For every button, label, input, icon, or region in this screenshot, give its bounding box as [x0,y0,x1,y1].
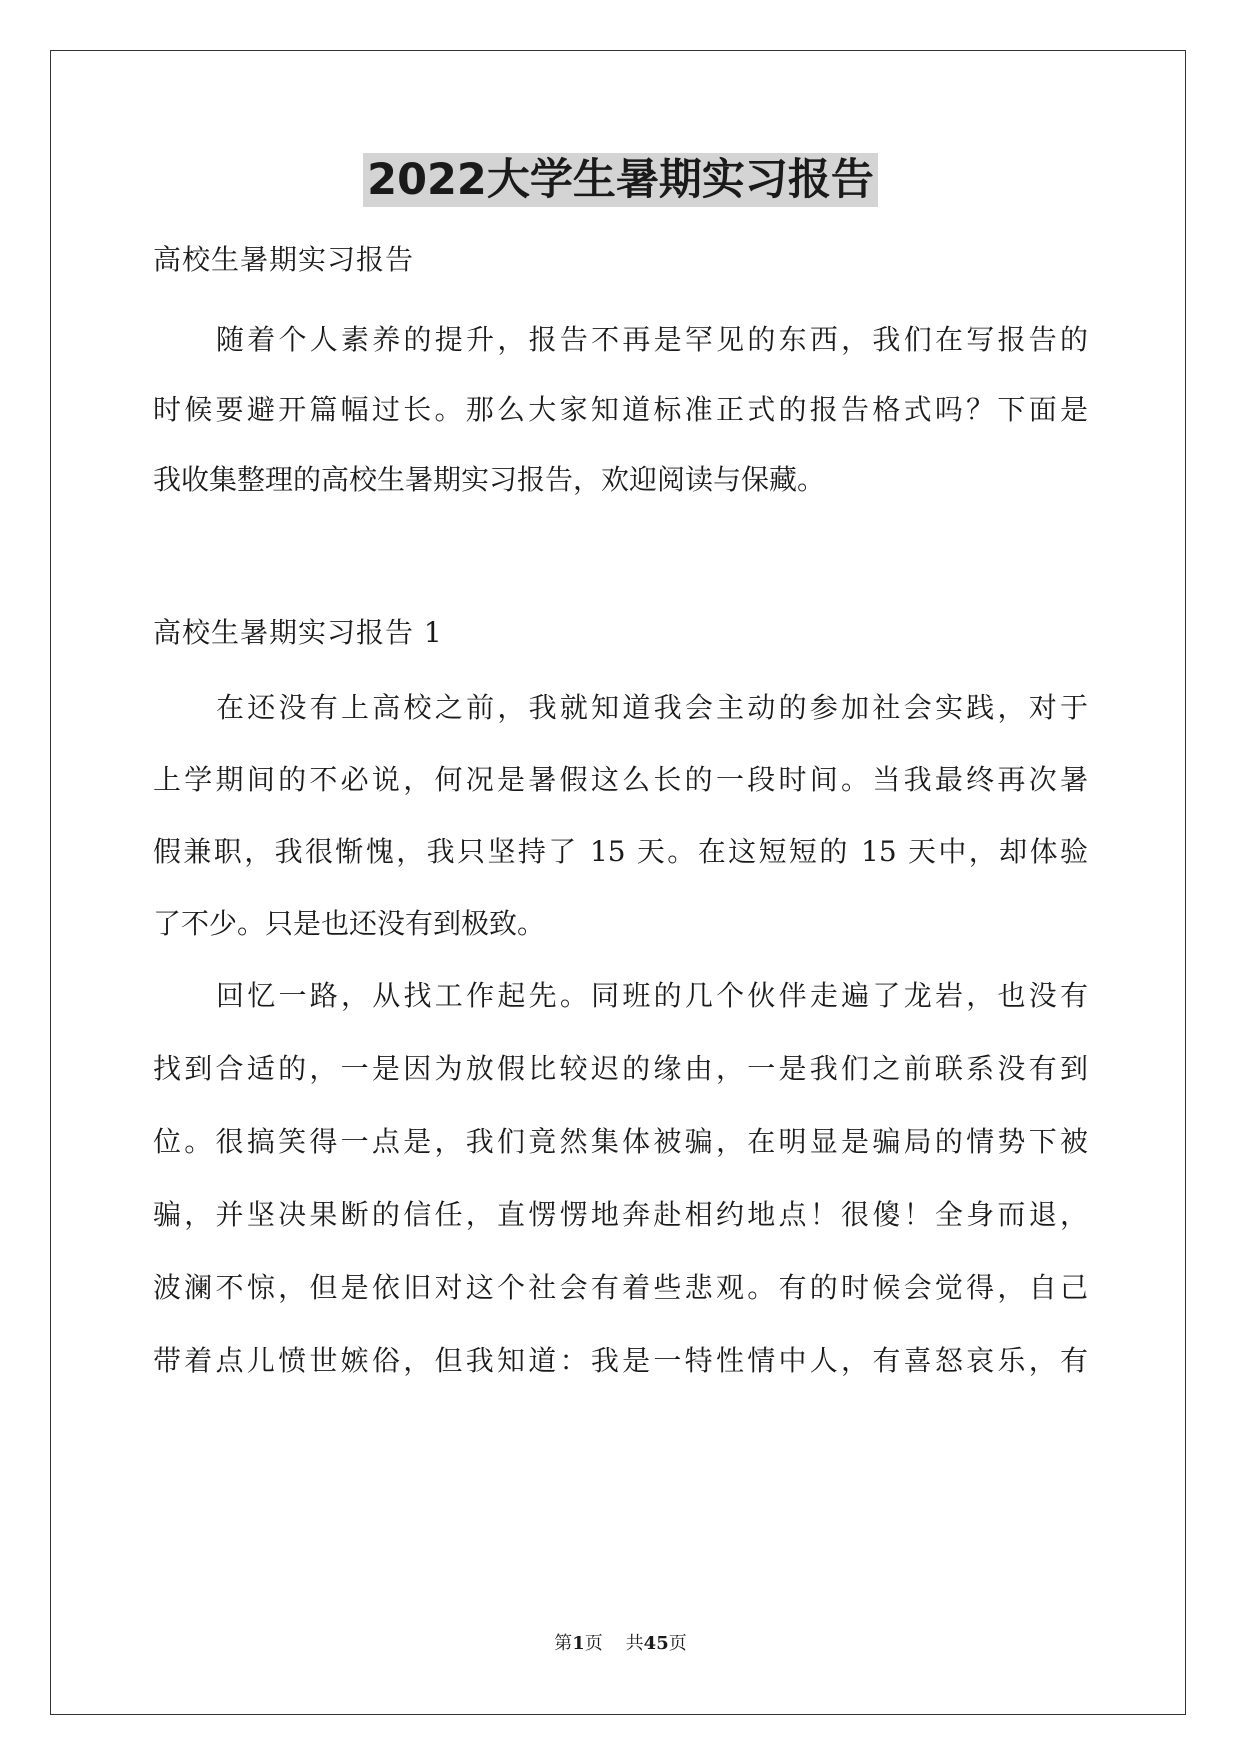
document-title-text: 2022大学生暑期实习报告 [363,153,878,207]
intro-line: 时候要避开篇幅过长。那么大家知道标准正式的报告格式吗？下面是 [153,393,1088,426]
footer-total-prefix: 共 [625,1633,644,1654]
paragraph-line: 波澜不惊，但是依旧对这个社会有着些悲观。有的时候会觉得，自己 [153,1271,1088,1304]
footer-total-pages: 45 [643,1633,669,1654]
footer-page-prefix: 第 [554,1633,573,1654]
intro-line: 我收集整理的高校生暑期实习报告，欢迎阅读与保藏。 [153,463,826,496]
paragraph-line: 骗，并坚决果断的信任，直愣愣地奔赴相约地点！很傻！全身而退， [153,1198,1088,1231]
page-footer [0,1632,1241,1656]
footer-page-suffix: 页 [584,1633,603,1654]
paragraph-line: 回忆一路，从找工作起先。同班的几个伙伴走遍了龙岩，也没有 [216,979,1088,1012]
document-body [153,240,1088,1381]
paragraph-line: 了不少。只是也还没有到极致。 [153,907,546,940]
intro-line: 随着个人素养的提升，报告不再是罕见的东西，我们在写报告的 [216,323,1088,356]
paragraph-line: 假兼职，我很惭愧，我只坚持了 15 天。在这短短的 15 天中，却体验 [153,835,1088,868]
subtitle: 高校生暑期实习报告 [153,243,415,276]
footer-total-suffix: 页 [668,1633,687,1654]
footer-page-number: 1 [572,1633,585,1654]
paragraph-line: 位。很搞笑得一点是，我们竟然集体被骗，在明显是骗局的情势下被 [153,1125,1088,1158]
paragraph-line: 在还没有上高校之前，我就知道我会主动的参加社会实践，对于 [216,691,1088,724]
section-heading: 高校生暑期实习报告 1 [153,616,443,649]
paragraph-line: 找到合适的，一是因为放假比较迟的缘由，一是我们之前联系没有到 [153,1052,1088,1085]
paragraph-line: 上学期间的不必说，何况是暑假这么长的一段时间。当我最终再次暑 [153,763,1088,796]
document-title [0,150,1241,210]
paragraph-line: 带着点儿愤世嫉俗，但我知道：我是一特性情中人，有喜怒哀乐，有 [153,1344,1088,1377]
